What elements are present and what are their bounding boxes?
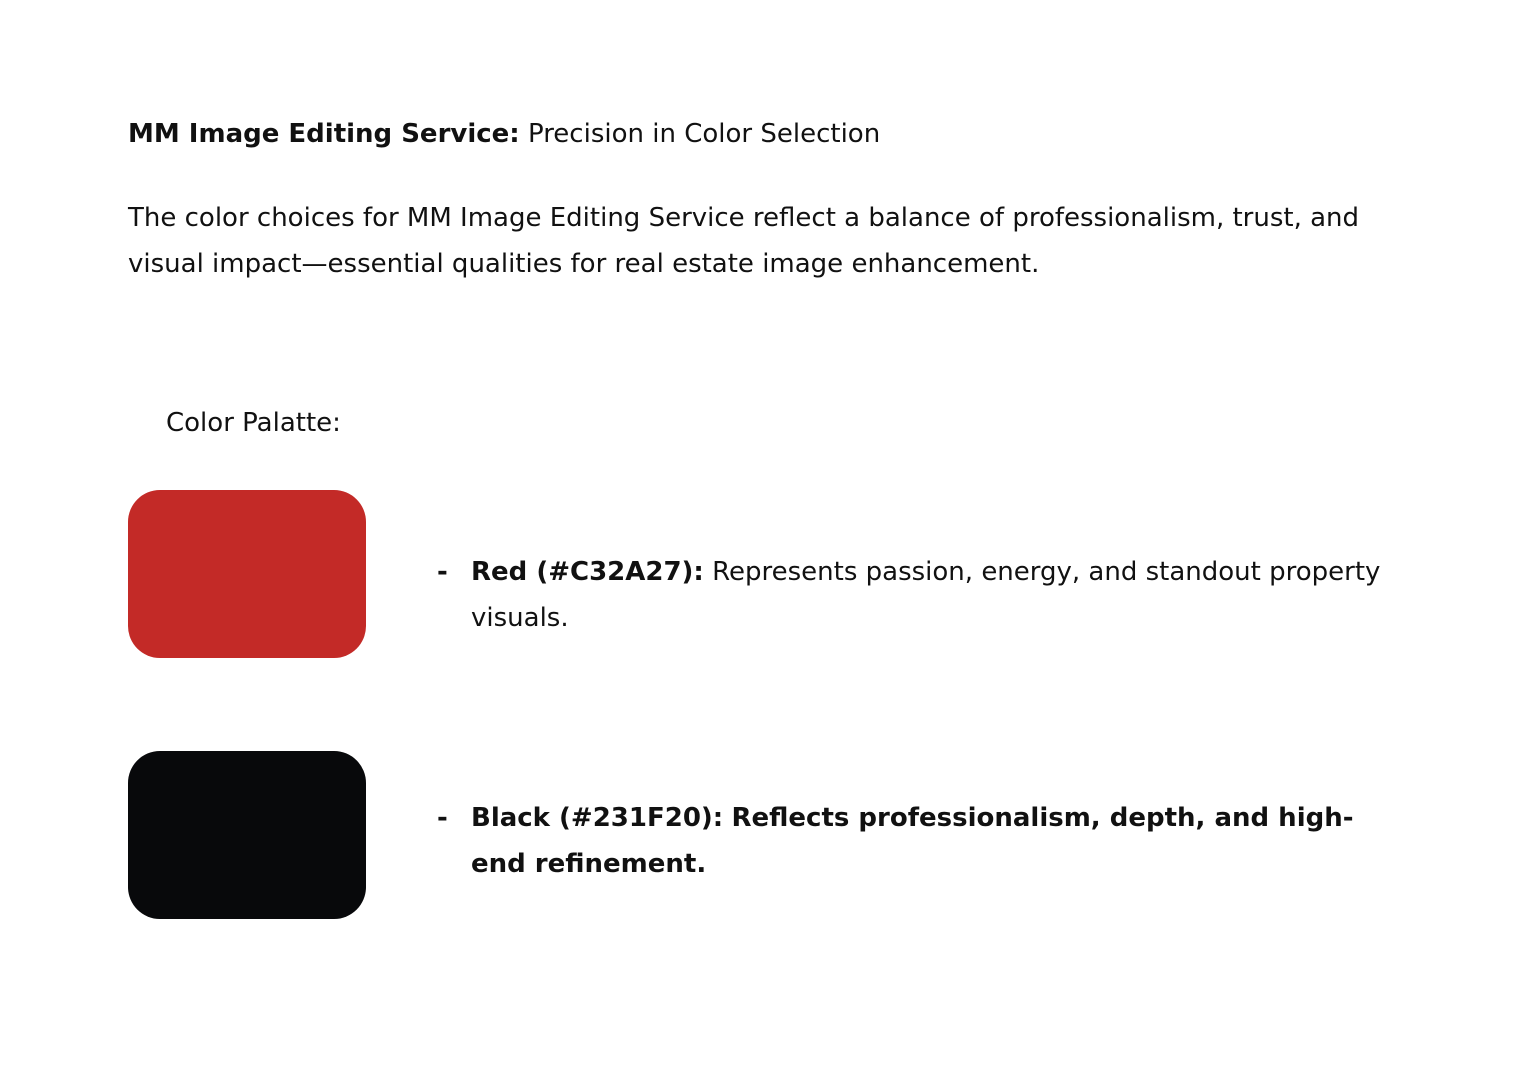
palette-title: Color Palatte: xyxy=(166,408,341,438)
red-entry-text xyxy=(471,549,1397,641)
black-color-entry xyxy=(437,795,1397,887)
black-entry-dash: - xyxy=(437,803,448,833)
page-heading xyxy=(128,116,880,152)
black-color-name: Black (#231F20): xyxy=(471,803,724,833)
black-swatch xyxy=(128,751,366,919)
black-entry-text xyxy=(471,795,1397,887)
intro-paragraph: The color choices for MM Image Editing Service reflect a balance of professionalism, trust, and visual impact—essential qualities for real estate image enhancement. xyxy=(128,203,1360,279)
red-color-name: Red (#C32A27): xyxy=(471,557,704,587)
red-color-description: Represents passion, energy, and standout property visuals. xyxy=(471,557,1381,633)
heading-tagline: Precision in Color Selection xyxy=(527,119,881,149)
black-color-description: Reflects professionalism, depth, and high-end refinement. xyxy=(471,803,1354,879)
red-entry-dash: - xyxy=(437,557,448,587)
red-swatch xyxy=(128,490,366,658)
red-color-entry xyxy=(437,549,1397,641)
heading-brand: MM Image Editing Service: xyxy=(128,119,520,149)
